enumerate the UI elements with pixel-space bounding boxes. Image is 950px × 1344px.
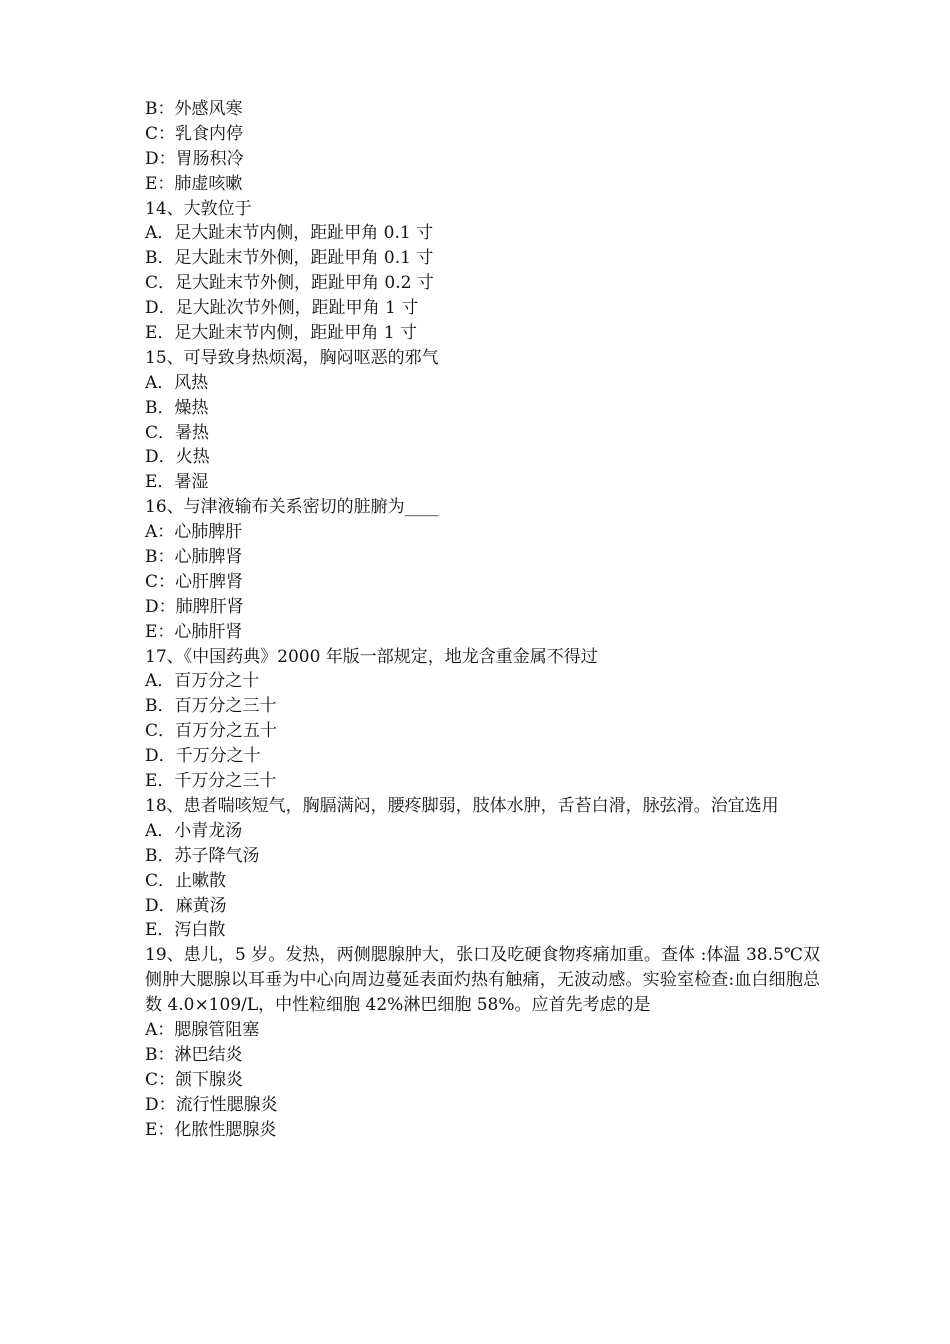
q18-question: 18、患者喘咳短气，胸膈满闷，腰疼脚弱，肢体水肿，舌苔白滑，脉弦滑。治宜选用 (145, 795, 779, 816)
q19-option-c: C：颌下腺炎 (145, 1069, 244, 1090)
q17-option-b: B．百万分之三十 (145, 696, 277, 717)
question-19 (145, 943, 820, 1142)
q17-option-d: D．千万分之十 (145, 746, 261, 767)
q16-question: 16、与津液输布关系密切的脏腑为____ (145, 497, 439, 518)
q14-option-c: C．足大趾末节外侧，距趾甲角 0.2 寸 (145, 273, 434, 294)
q15-option-a: A．风热 (145, 372, 209, 393)
q16-option-b: B：心肺脾肾 (145, 547, 243, 568)
q16-option-c: C：心肝脾肾 (145, 571, 244, 592)
q19-option-b: B：淋巴结炎 (145, 1044, 243, 1065)
q13-option-b: B：外感风寒 (145, 99, 243, 119)
q18-option-b: B．苏子降气汤 (145, 845, 260, 866)
question-16 (145, 495, 820, 644)
q18-option-e: E．泻白散 (145, 920, 226, 941)
q13-option-d: D：胃肠积冷 (145, 148, 244, 169)
q19-option-a: A：腮腺管阻塞 (145, 1020, 260, 1041)
q14-option-a: A．足大趾末节内侧，距趾甲角 0.1 寸 (145, 223, 434, 244)
q15-option-c: C．暑热 (145, 422, 210, 443)
q17-option-e: E．千万分之三十 (145, 771, 277, 792)
q19-option-d: D：流行性腮腺炎 (145, 1094, 278, 1115)
document-body (145, 97, 820, 1142)
q15-option-b: B．燥热 (145, 397, 209, 418)
q16-option-d: D：肺脾肝肾 (145, 596, 244, 617)
q15-question: 15、可导致身热烦渴，胸闷呕恶的邪气 (145, 347, 439, 368)
q18-option-d: D．麻黄汤 (145, 895, 227, 916)
q17-option-a: A．百万分之十 (145, 671, 260, 692)
q14-option-b: B．足大趾末节外侧，距趾甲角 0.1 寸 (145, 248, 434, 269)
q14-question: 14、大敦位于 (145, 198, 252, 219)
q15-option-d: D．火热 (145, 447, 210, 468)
q17-question: 17、《中国药典》2000 年版一部规定，地龙含重金属不得过 (145, 646, 598, 667)
question-17 (145, 645, 820, 794)
q19-question: 19、患儿，5 岁。发热，两侧腮腺肿大，张口及吃硬食物疼痛加重。查体 :体温 38.5℃双侧肿大腮腺以耳垂为中心向周边蔓延表面灼热有触痛，无波动感。实验室检查:血白细胞总数 4.0×109/L，中性粒细胞 42%淋巴细胞 58%。应首先考虑的是 (145, 945, 820, 1016)
question-15 (145, 346, 820, 495)
q14-option-d: D．足大趾次节外侧，距趾甲角 1 寸 (145, 298, 419, 319)
q18-option-c: C．止嗽散 (145, 870, 227, 891)
q13-option-c: C：乳食内停 (145, 123, 244, 144)
question-13-tail (145, 97, 820, 197)
q18-option-a: A．小青龙汤 (145, 820, 243, 841)
question-18 (145, 794, 820, 943)
q15-option-e: E．暑湿 (145, 472, 209, 493)
q13-option-e: E：肺虚咳嗽 (145, 173, 243, 194)
q17-option-c: C．百万分之五十 (145, 721, 278, 742)
q19-option-e: E：化脓性腮腺炎 (145, 1119, 277, 1140)
q16-option-e: E：心肺肝肾 (145, 621, 243, 642)
question-14 (145, 197, 820, 346)
q16-option-a: A：心肺脾肝 (145, 522, 243, 543)
q14-option-e: E．足大趾末节内侧，距趾甲角 1 寸 (145, 323, 418, 344)
